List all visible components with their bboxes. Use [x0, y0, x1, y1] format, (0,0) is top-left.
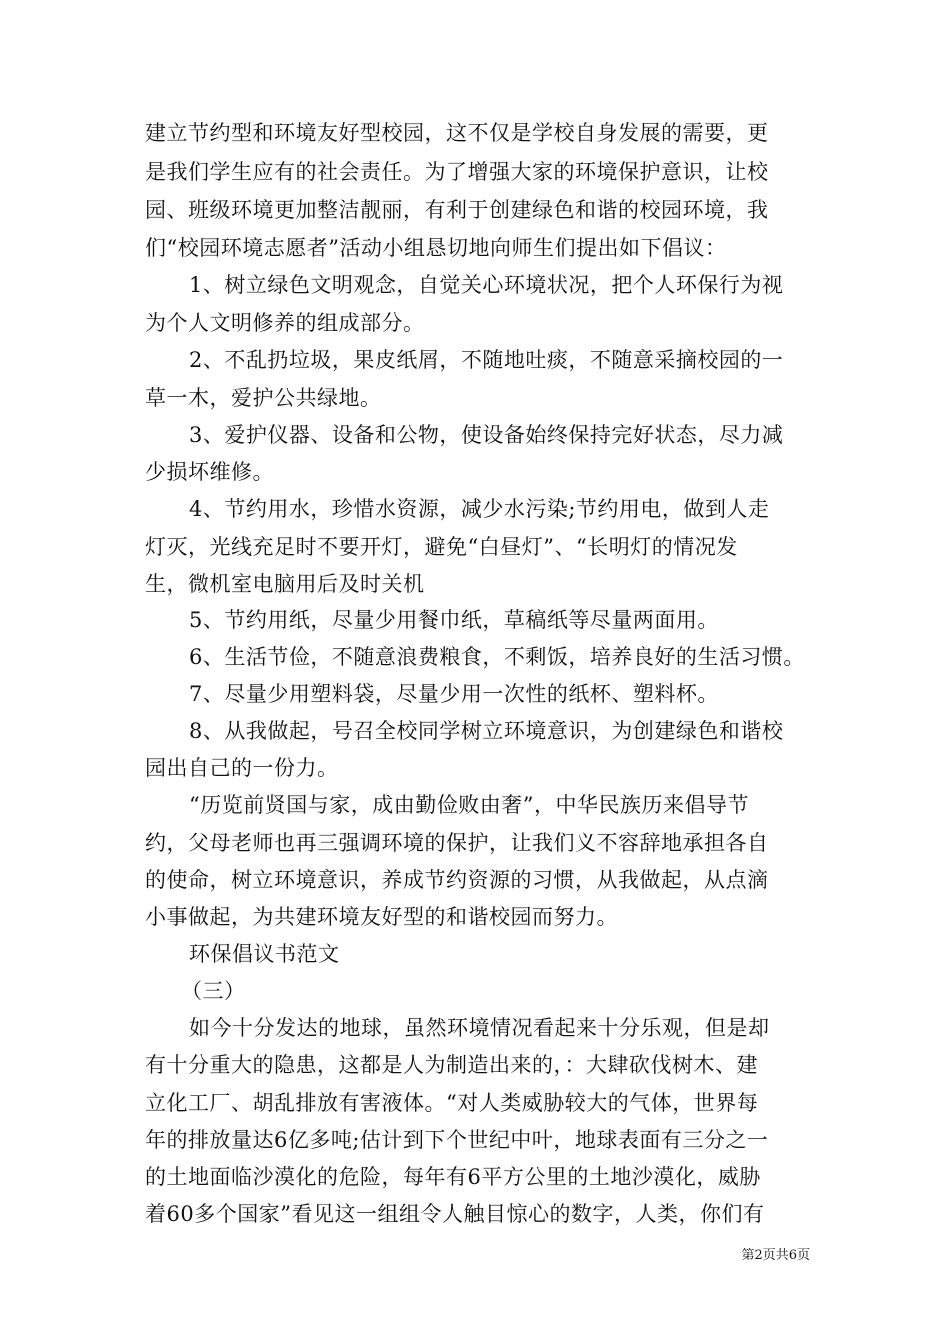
text-line: 园、班级环境更加整洁靓丽，有利于创建绿色和谐的校园环境，我	[145, 198, 769, 222]
text-line: 为个人文明修养的组成部分。	[145, 311, 425, 335]
text-line: 灯灭，光线充足时不要开灯，避免“白昼灯”、“长明灯的情况发	[145, 535, 738, 559]
text-line: 有十分重大的隐患，这都是人为制造出来的，：大肆砍伐树木、建	[145, 1053, 758, 1077]
text-line: 8、从我做起，号召全校同学树立环境意识，为创建绿色和谐校	[189, 719, 784, 743]
text-line: 3、爱护仪器、设备和公物，使设备始终保持完好状态，尽力减	[189, 423, 784, 447]
text-line: 建立节约型和环境友好型校园，这不仅是学校自身发展的需要，更	[145, 121, 769, 145]
page-number: 第2页共6页	[741, 1248, 810, 1263]
text-line: 5、节约用纸，尽量少用餐巾纸，草稿纸等尽量两面用。	[189, 608, 719, 632]
text-line: 草一木，爱护公共绿地。	[145, 386, 382, 410]
text-line: 4、节约用水，珍惜水资源，减少水污染;节约用电，做到人走	[189, 497, 770, 521]
text-line: 如今十分发达的地球，虽然环境情况看起来十分乐观，但是却	[189, 1016, 770, 1040]
text-line: 6、生活节俭，不随意浪费粮食，不剩饭，培养良好的生活习惯。	[189, 645, 805, 669]
text-line: 是我们学生应有的社会责任。为了增强大家的环境保护意识，让校	[145, 160, 769, 184]
text-line: 的土地面临沙漠化的危险，每年有6平方公里的土地沙漠化，威胁	[145, 1165, 761, 1189]
text-line: 立化工厂、胡乱排放有害液体。“对人类威胁较大的气体，世界每	[145, 1091, 759, 1115]
text-line: 们“校园环境志愿者”活动小组恳切地向师生们提出如下倡议：	[145, 236, 727, 260]
text-line: 2、不乱扔垃圾，果皮纸屑，不随地吐痰，不随意采摘校园的一	[189, 348, 784, 372]
text-line: “历览前贤国与家，成由勤俭败由奢”，中华民族历来倡导节	[189, 793, 749, 817]
text-line: 生，微机室电脑用后及时关机	[145, 572, 425, 596]
text-line: 小事做起，为共建环境友好型的和谐校园而努力。	[145, 905, 618, 929]
text-line: 的使命，树立环境意识，养成节约资源的习惯，从我做起，从点滴	[145, 868, 769, 892]
section-heading: 环保倡议书范文	[189, 942, 340, 966]
text-line: 园出自己的一份力。	[145, 756, 339, 780]
text-line: 少损坏维修。	[145, 460, 274, 484]
text-line: 约，父母老师也再三强调环境的保护，让我们义不容辞地承担各自	[145, 831, 769, 855]
text-line: 年的排放量达6亿多吨;估计到下个世纪中叶，地球表面有三分之一	[145, 1128, 769, 1152]
text-line: 7、尽量少用塑料袋，尽量少用一次性的纸杯、塑料杯。	[189, 682, 719, 706]
text-line: 1、树立绿色文明观念，自觉关心环境状况，把个人环保行为视	[189, 273, 784, 297]
text-line: 着60多个国家”看见这一组组令人触目惊心的数字，人类，你们有	[145, 1202, 765, 1226]
section-number: （三）	[181, 979, 246, 1003]
